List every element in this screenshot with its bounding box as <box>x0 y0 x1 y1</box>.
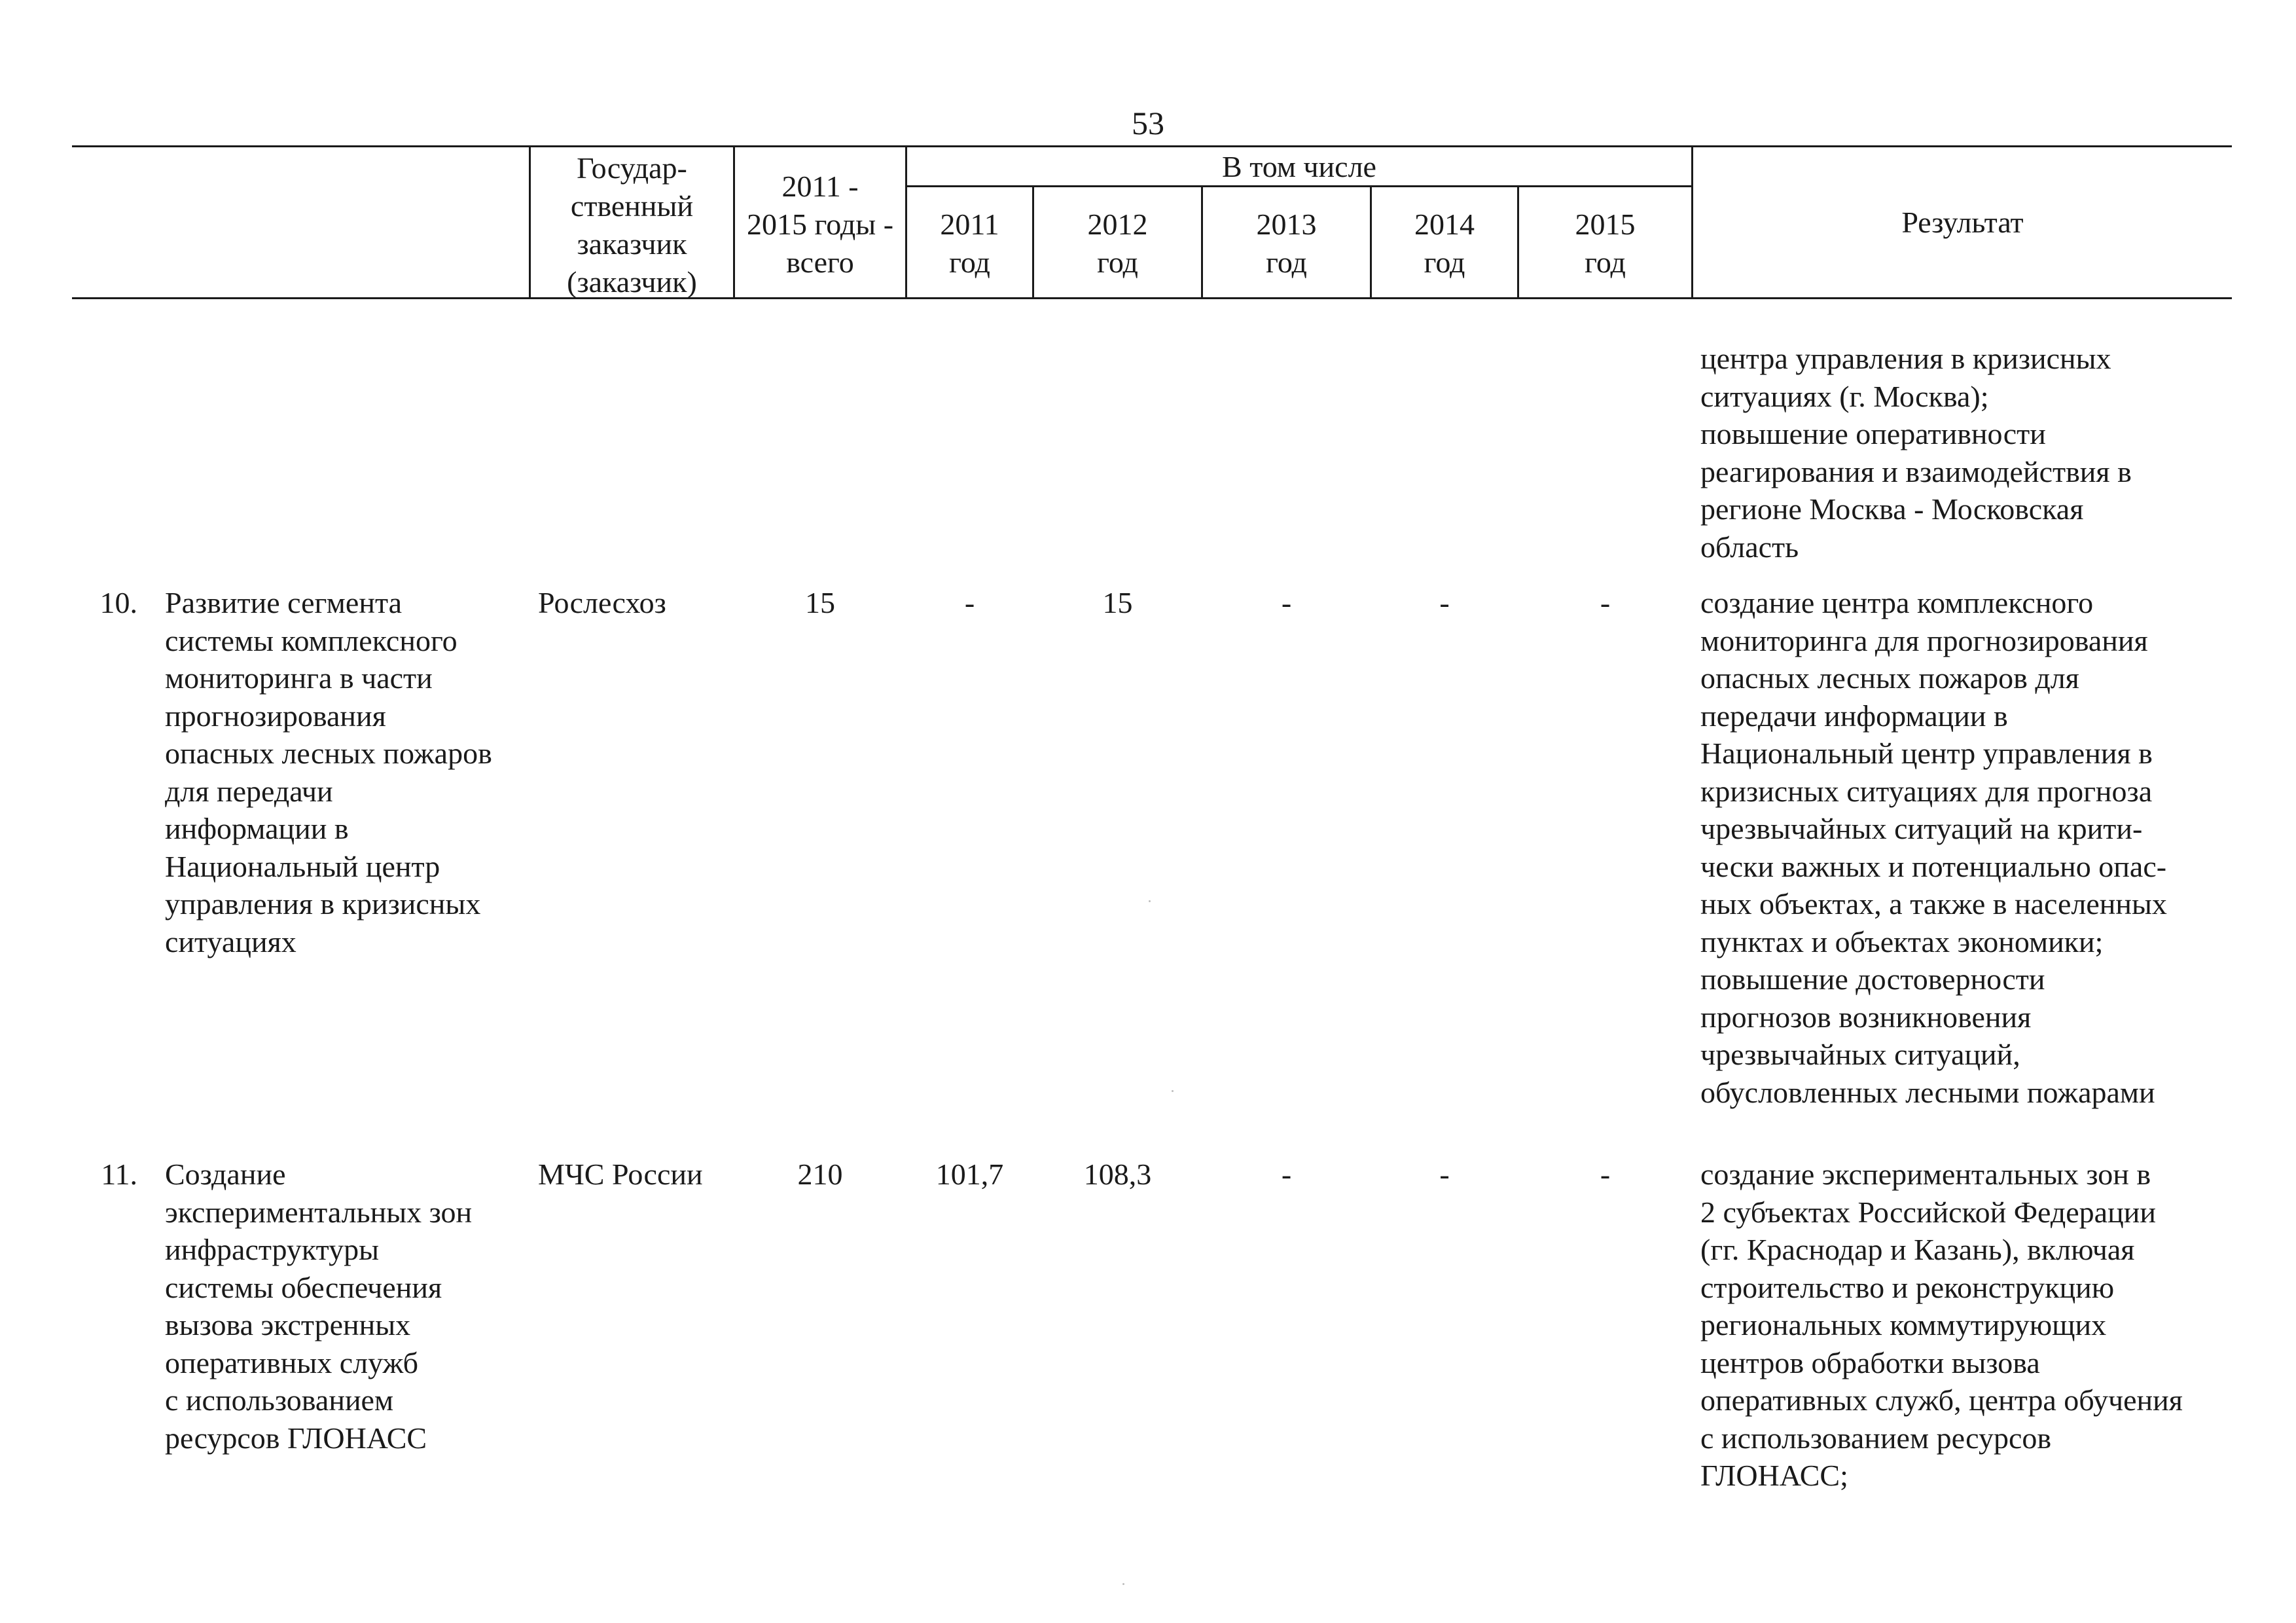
header-top-rule <box>72 145 2232 147</box>
header-year-2013: 2013 год <box>1256 208 1317 279</box>
row-11-name: Создание экспериментальных зон инфраструктуры системы обеспечения вызова экстренных оперативных служб с использованием ресурсов ГЛОНАСС <box>165 1158 473 1455</box>
page-number: 53 <box>1132 105 1164 141</box>
scan-speck <box>1149 900 1151 902</box>
row-11-total: 210 <box>797 1158 843 1191</box>
row-11-2014: - <box>1439 1158 1450 1191</box>
row-11-2015: - <box>1600 1158 1611 1191</box>
row-10-2012: 15 <box>1102 586 1133 619</box>
row-10-2013: - <box>1281 586 1292 619</box>
row-10-2015: - <box>1600 586 1611 619</box>
header-bottom-rule <box>72 297 2232 299</box>
header-year-2014: 2014 год <box>1414 208 1475 279</box>
row-11-2011: 101,7 <box>935 1158 1004 1191</box>
header-including: В том числе <box>1222 150 1376 183</box>
header-year-2011: 2011 год <box>940 208 999 279</box>
header-result: Результат <box>1901 206 2024 239</box>
header-year-2012: 2012 год <box>1087 208 1148 279</box>
header-total: 2011 - 2015 годы - всего <box>746 170 894 279</box>
row-10-result: создание центра комплексного мониторинга для прогнозирования опасных лесных пожаров для передачи информации в Национальный центр управления в кризисных ситуациях для прогноза чрезвычайных ситуаций на крити- чески важных и потенциально опас- ных объектах, а также в населенных пунктах и объектах экономики; повышение достоверности прогнозов возникновения чрезвычайных ситуаций, обусловленных лесными пожарами <box>1700 586 2167 1109</box>
row-10-name: Развитие сегмента системы комплексного мониторинга в части прогнозирования опасных лесных пожаров для передачи информации в Национальный центр управления в кризисных ситуациях <box>165 586 492 958</box>
row-11-customer: МЧС России <box>538 1158 703 1191</box>
row-10-2014: - <box>1439 586 1450 619</box>
row-10-customer: Рослесхоз <box>538 586 666 619</box>
row-10-2011: - <box>964 586 975 619</box>
row-11-result: создание экспериментальных зон в 2 субъектах Российской Федерации (гг. Краснодар и Казань), включая строительство и реконструкцию региональных коммутирующих центров обработки вызова оперативных служб, центра обучения с использованием ресурсов ГЛОНАСС; <box>1700 1158 2183 1492</box>
scan-speck <box>1122 1583 1124 1585</box>
header-year-2015: 2015 год <box>1575 208 1636 279</box>
row-11-2013: - <box>1281 1158 1292 1191</box>
row-10-total: 15 <box>805 586 835 619</box>
row-11-number: 11. <box>101 1158 137 1191</box>
row-11-2012: 108,3 <box>1083 1158 1152 1191</box>
row-10-number: 10. <box>99 586 137 619</box>
scan-speck <box>1172 1090 1174 1092</box>
continuation-result: центра управления в кризисных ситуациях (г. Москва); повышение оперативности реагирования и взаимодействия в регионе Москва - Московская область <box>1700 342 2132 564</box>
header-customer: Государ- ственный заказчик (заказчик) <box>567 151 697 299</box>
